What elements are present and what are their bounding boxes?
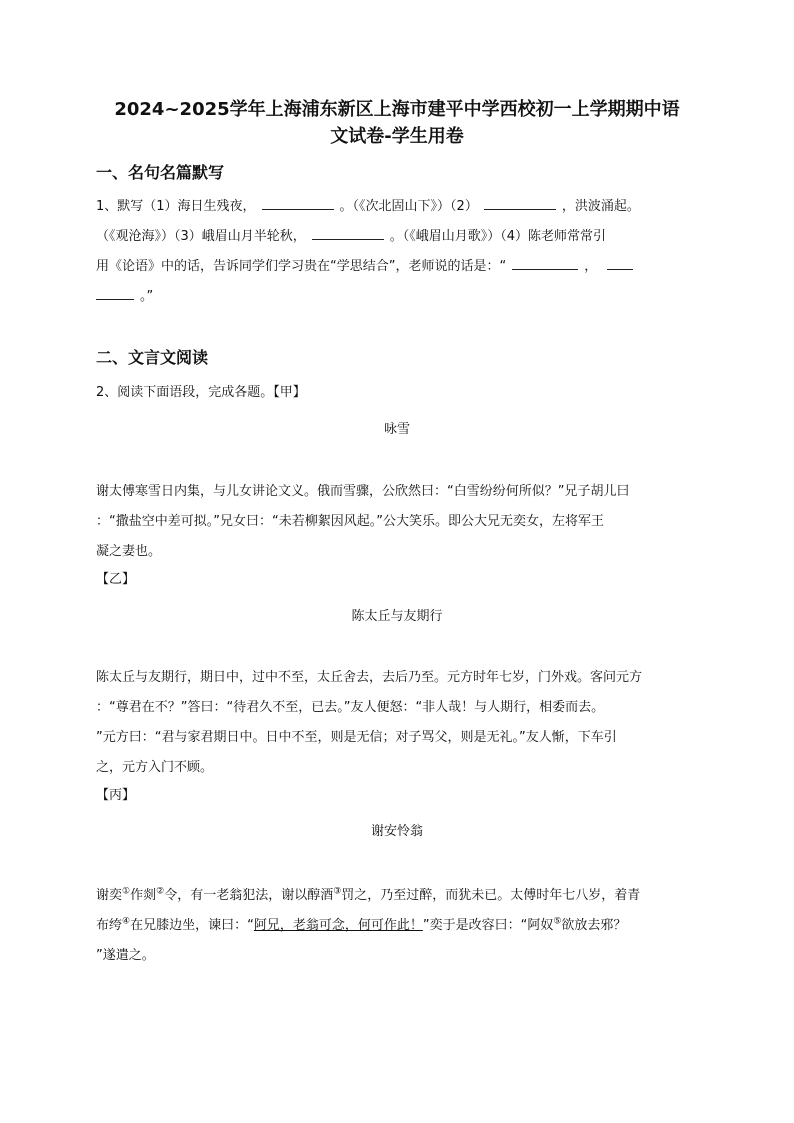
passage-line: 之，元方入门不顾。 xyxy=(96,760,214,775)
section2-heading: 二、文言文阅读 xyxy=(96,348,209,367)
question-1 xyxy=(96,192,698,312)
footnote-marker-2: ② xyxy=(156,886,165,897)
q1-line-2: （《观沧海》）（3）峨眉山月半轮秋， 。（《峨眉山月歌》）（4）陈老师常常引 xyxy=(96,222,698,252)
exam-title xyxy=(80,96,714,150)
passage-line: ：“尊君在不？”答曰：“待君久不至，已去。”友人便怒：“非人哉！与人期行，相委而去。 xyxy=(96,700,605,715)
passage-yi-label: 【乙】 xyxy=(96,572,136,587)
section1-heading: 一、名句名篇默写 xyxy=(96,163,225,182)
question-2-intro: 2、阅读下面语段，完成各题。【甲】 xyxy=(96,385,306,400)
q1-line-3: 用《论语》中的话，告诉同学们学习贵在“学思结合”，老师说的话是：“ ， xyxy=(96,252,698,282)
title-line-1: 2024~2025学年上海浦东新区上海市建平中学西校初一上学期期中语 xyxy=(114,99,680,120)
passage-yi xyxy=(96,663,698,783)
passage-line: ”元方曰：“君与家君期日中。日中不至，则是无信；对子骂父，则是无礼。”友人惭，下车引 xyxy=(96,730,617,745)
passage-jia-title: 咏雪 xyxy=(383,422,410,437)
q1-line-1: 1、默写（1）海日生残夜， 。（《次北固山下》）（2） ，洪波涌起。 xyxy=(96,192,698,222)
answer-blank-3[interactable] xyxy=(312,226,384,240)
answer-blank-2[interactable] xyxy=(484,196,556,210)
q1-line-4: 。” xyxy=(96,282,698,312)
passage-bing-title: 谢安怜翁 xyxy=(370,824,423,839)
underlined-sentence: 阿兄，老翁可念，何可作此！ xyxy=(253,918,423,933)
passage-line: 陈太丘与友期行，期日中，过中不至，太丘舍去，去后乃至。元方时年七岁，门外戏。客问元方 xyxy=(96,670,643,685)
passage-bing xyxy=(96,881,698,971)
footnote-marker-1: ① xyxy=(122,886,131,897)
answer-blank-5-cont[interactable] xyxy=(96,286,134,300)
footnote-marker-3: ③ xyxy=(333,886,342,897)
passage-line: 谢奕①作剡②令，有一老翁犯法，谢以醇酒③罚之，乃至过醉，而犹未已。太傅时年七八岁，着青 xyxy=(96,886,641,903)
passage-line: 布绔④在兄膝边坐，谏曰：“阿兄，老翁可念，何可作此！”奕于是改容曰：“阿奴⑤欲放去邪？ xyxy=(96,916,627,933)
title-line-2: 文试卷-学生用卷 xyxy=(330,126,464,147)
answer-blank-1[interactable] xyxy=(262,196,334,210)
passage-line: ”遂遣之。 xyxy=(96,948,155,963)
passage-line: 谢太傅寒雪日内集，与儿女讲论文义。俄而雪骤，公欣然曰：“白雪纷纷何所似？”兄子胡儿曰 xyxy=(96,484,630,499)
footnote-marker-5: ⑤ xyxy=(553,916,562,927)
answer-blank-5[interactable] xyxy=(607,256,633,270)
footnote-marker-4: ④ xyxy=(122,916,131,927)
passage-bing-label: 【丙】 xyxy=(96,788,136,803)
answer-blank-4[interactable] xyxy=(512,256,578,270)
passage-line: ：“撒盐空中差可拟。”兄女曰：“未若柳絮因风起。”公大笑乐。即公大兄无奕女，左将军王 xyxy=(96,514,604,529)
passage-jia xyxy=(96,477,698,567)
passage-yi-title: 陈太丘与友期行 xyxy=(351,609,443,624)
passage-line: 凝之妻也。 xyxy=(96,544,162,559)
